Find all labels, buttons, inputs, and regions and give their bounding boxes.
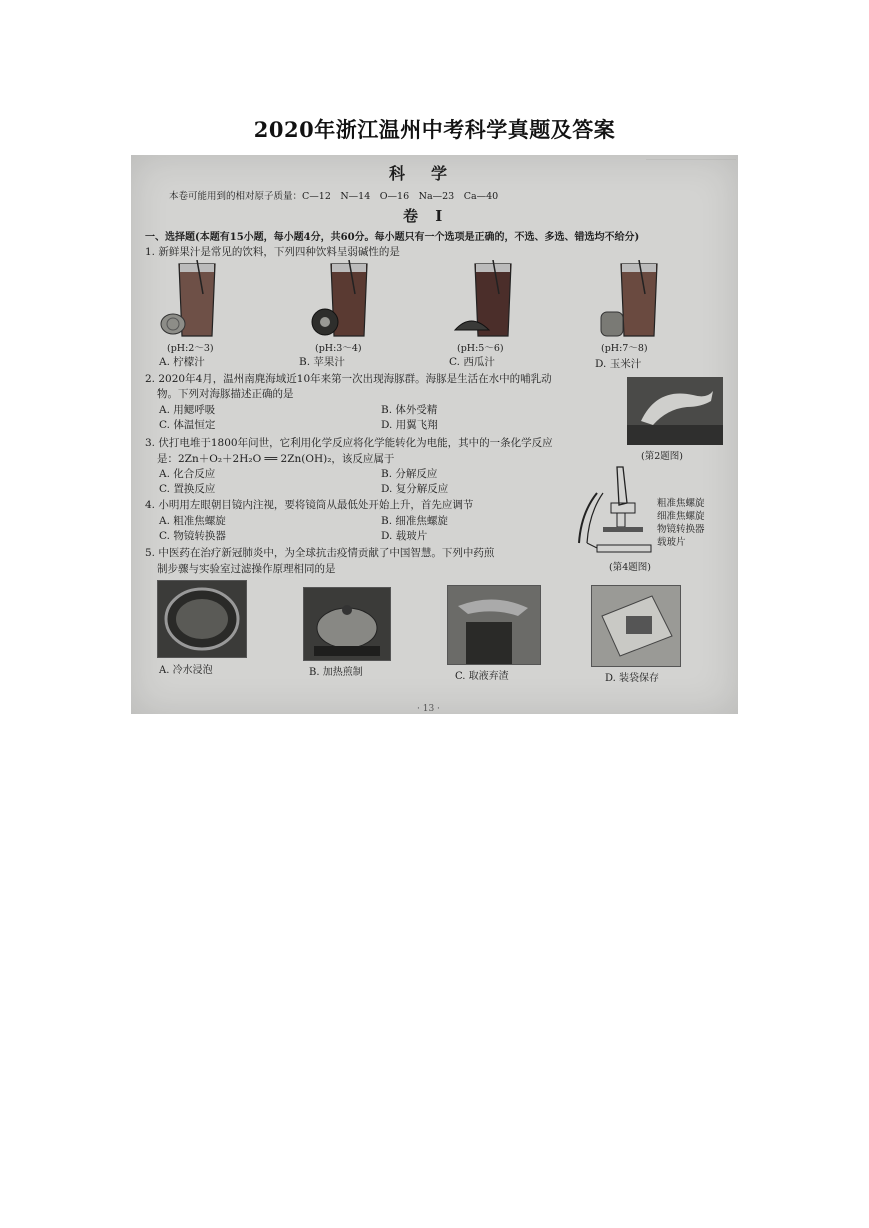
filter-liquid-photo [447,585,541,665]
q5-option-b: B. 加热煎制 [309,667,363,678]
q4-option-d: D. 载玻片 [381,530,428,542]
q5-option-c: C. 取液弃渣 [455,671,509,682]
document-title: 2020年浙江温州中考科学真题及答案 [253,117,616,142]
q4-figure-caption: (第4题图) [609,562,651,573]
page-number: · 13 · [417,704,440,714]
q3-option-b: B. 分解反应 [381,468,438,480]
q2-figure-caption: (第2题图) [641,451,683,462]
microscope-label-nosepiece: 物镜转换器 [657,524,705,535]
q2-option-d: D. 用翼飞翔 [381,419,438,431]
microscope-label-slide: 载玻片 [657,537,686,548]
q1-option-a: A. 柠檬汁 [159,356,205,368]
microscope-label-fine-knob: 细准焦螺旋 [657,511,705,522]
watermelon-juice-glass [453,260,525,340]
q1-ph-b: (pH:3～4) [315,343,362,354]
apple-juice-glass [309,260,381,340]
q1-option-c: C. 西瓜汁 [449,356,495,368]
q3-stem-line1: 3. 伏打电堆于1800年问世，它利用化学反应将化学能转化为电能，其中的一条化学反应 [145,437,553,449]
q2-option-c: C. 体温恒定 [159,419,216,431]
q2-stem-line1: 2. 2020年4月，温州南麂海域近10年来第一次出现海豚群。海豚是生活在水中的哺乳动 [145,373,552,385]
corn-juice-glass [599,260,671,340]
q1-ph-a: (pH:2～3) [167,343,214,354]
q3-option-d: D. 复分解反应 [381,483,449,495]
q4-option-b: B. 细准焦螺旋 [381,515,448,527]
q4-option-a: A. 粗准焦螺旋 [159,515,226,527]
q5-stem-line1: 5. 中医药在治疗新冠肺炎中，为全球抗击疫情贡献了中国智慧。下列中药煎 [145,547,495,559]
cold-water-soak-photo [157,580,247,658]
q1-ph-c: (pH:5～6) [457,343,504,354]
exam-page-photo [131,155,738,714]
microscope-label-coarse-knob: 粗准焦螺旋 [657,498,705,509]
q2-stem-line2: 物。下列对海豚描述正确的是 [157,388,294,400]
subject-title: 科学 [389,164,474,183]
q1-ph-d: (pH:7～8) [601,343,648,354]
lemon-juice-glass [159,260,231,340]
q1-option-b: B. 苹果汁 [299,356,345,368]
microscope-diagram [567,463,657,555]
q1-option-d: D. 玉米汁 [595,358,642,370]
heat-decoction-photo [303,587,391,661]
bag-storage-photo [591,585,681,667]
q3-option-c: C. 置换反应 [159,483,216,495]
q5-option-d: D. 装袋保存 [605,673,660,684]
atomic-mass-note: 本卷可能用到的相对原子质量：C—12 N—14 O—16 Na—23 Ca—40 [169,191,499,202]
q5-stem-line2: 制步骤与实验室过滤操作原理相同的是 [157,563,336,575]
volume-heading: 卷 Ⅰ [403,207,449,225]
q3-option-a: A. 化合反应 [159,468,216,480]
q1-stem: 1. 新鲜果汁是常见的饮料，下列四种饮料呈弱碱性的是 [145,246,400,258]
q2-option-b: B. 体外受精 [381,404,438,416]
q4-option-c: C. 物镜转换器 [159,530,226,542]
section-heading: 一、选择题(本题有15小题，每小题4分，共60分。每小题只有一个选项是正确的，不选、多选、错选均不给分) [145,232,640,243]
q3-stem-line2: 是：2Zn＋O₂＋2H₂O ══ 2Zn(OH)₂，该反应属于 [157,453,395,465]
q5-option-a: A. 冷水浸泡 [159,665,213,676]
dolphin-photo [627,377,723,445]
bleed-through-texture [646,159,736,190]
q4-stem: 4. 小明用左眼朝目镜内注视，要将镜筒从最低处开始上升，首先应调节 [145,499,474,511]
q2-option-a: A. 用鳃呼吸 [159,404,216,416]
